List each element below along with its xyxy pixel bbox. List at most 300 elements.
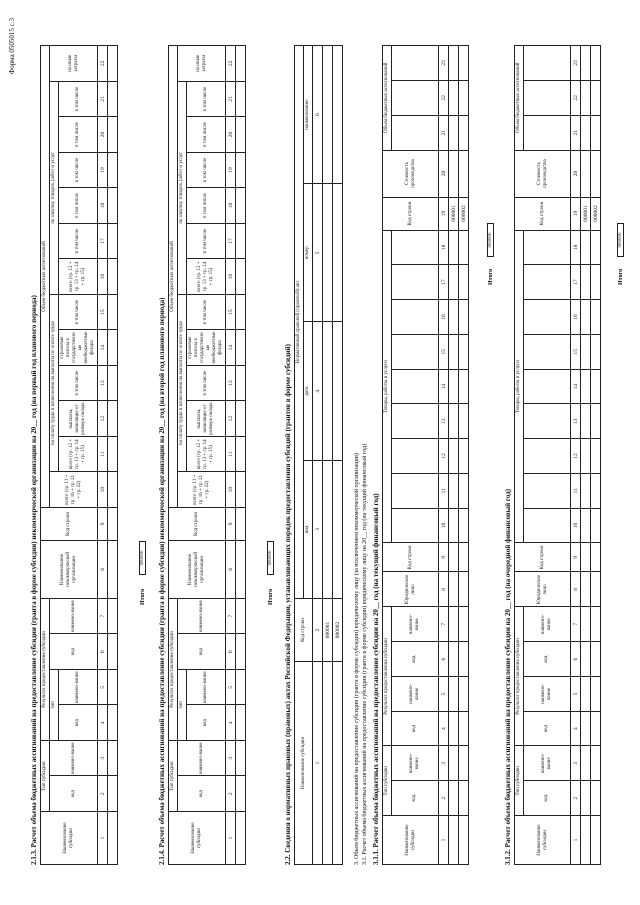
- table-cell: [459, 115, 469, 150]
- table-cell: [449, 300, 459, 335]
- table-cell: [333, 322, 343, 460]
- table-row: [449, 46, 459, 865]
- table-cell: [459, 46, 469, 81]
- table-cell: дата: [304, 322, 313, 460]
- table-cell: код: [178, 776, 226, 812]
- table-cell: Результат предоставления субсидии: [383, 607, 392, 746]
- table-cell: наимено-вание: [524, 746, 571, 781]
- table-cell: [581, 711, 591, 746]
- table-cell: [236, 776, 246, 812]
- table-cell: [392, 115, 439, 150]
- table-cell: 19: [226, 152, 236, 188]
- table-cell: [108, 152, 118, 188]
- table-cell: [459, 642, 469, 677]
- table-cell: [108, 705, 118, 741]
- table-cell: [323, 322, 333, 460]
- table-cell: [524, 334, 571, 369]
- table-cell: Наименование субсидии: [515, 816, 571, 865]
- table-cell: на закупку товаров, работ и услуг: [178, 81, 187, 294]
- table-cell: [449, 150, 459, 197]
- table-cell: 17: [439, 265, 449, 300]
- table-cell: 12: [98, 401, 108, 437]
- col-rt-name: наимено-вание: [59, 669, 98, 705]
- table-cell: [459, 607, 469, 642]
- col-total: всего (гр. 11 + гр. 16 + гр. 21 + гр. 22): [50, 472, 98, 508]
- table-cell: 9: [98, 507, 108, 540]
- table-cell: 17: [226, 223, 236, 259]
- table-cell: 21: [571, 115, 581, 150]
- table-cell: [236, 540, 246, 598]
- table-cell: [108, 365, 118, 401]
- table-cell: код: [524, 781, 571, 816]
- section-2-1-4-heading: 2.1.4. Расчет объема бюджетных ассигнований на предоставление субсидии (гранта в форме субсидии) некоммерческой организации на 20__ год (на второй год планового периода): [158, 297, 166, 865]
- total-code-2-1-4: 900000: [267, 541, 274, 575]
- table-cell: [108, 223, 118, 259]
- table-3-1-1: [382, 45, 469, 865]
- table-cell: 13: [226, 365, 236, 401]
- table-cell: 5: [439, 676, 449, 711]
- table-cell: [108, 507, 118, 540]
- table-cell: [108, 540, 118, 598]
- table-cell: в том числе: [187, 117, 226, 153]
- table-cell: [323, 184, 333, 322]
- col-labor-intv: в том числе: [59, 365, 98, 401]
- total-label-3-1-2: Итого: [618, 268, 624, 285]
- col-works-c: в том числе: [59, 152, 98, 188]
- table-cell: код: [392, 781, 439, 816]
- column-number-row: [571, 46, 581, 865]
- table-cell: [236, 705, 246, 741]
- table-cell: [581, 746, 591, 781]
- table-cell: 4: [226, 705, 236, 741]
- table-cell: 23: [439, 46, 449, 81]
- table-cell: [236, 188, 246, 224]
- table-cell: [392, 334, 439, 369]
- table-cell: [581, 676, 591, 711]
- table-cell: 000001: [323, 599, 333, 662]
- table-cell: 20: [226, 117, 236, 153]
- table-row: [236, 46, 246, 865]
- table-cell: на оплату труда и начисления на выплаты по оплате труда: [178, 294, 187, 472]
- table-cell: [581, 607, 591, 642]
- table-cell: Код строки: [515, 197, 571, 230]
- col-result-name: наимено-вание: [50, 598, 98, 634]
- table-cell: 18: [226, 188, 236, 224]
- table-cell: 16: [439, 300, 449, 335]
- table-cell: [591, 334, 601, 369]
- table-cell: [108, 669, 118, 705]
- table-cell: Наименование субсидии: [383, 816, 439, 865]
- table-cell: 22: [571, 80, 581, 115]
- table-cell: [591, 746, 601, 781]
- table-cell: 4: [98, 705, 108, 741]
- table-cell: 5: [313, 184, 323, 322]
- table-cell: [581, 150, 591, 197]
- table-cell: [459, 543, 469, 572]
- table-cell: [459, 334, 469, 369]
- table-cell: наимено-вание: [392, 607, 439, 642]
- table-cell: 3: [571, 746, 581, 781]
- table-cell: [236, 81, 246, 117]
- table-cell: наимено-вание: [524, 607, 571, 642]
- table-cell: Нормативный правовой (правовой) акт: [295, 46, 304, 599]
- table-cell: [591, 676, 601, 711]
- table-cell: Наименование некоммерческой организации: [169, 540, 226, 598]
- table-cell: 1: [226, 812, 236, 865]
- table-cell: [581, 781, 591, 816]
- table-cell: [108, 330, 118, 366]
- table-cell: [581, 334, 591, 369]
- table-cell: [108, 812, 118, 865]
- table-cell: 1: [98, 812, 108, 865]
- section-3-1-heading: 3.1. Расчет объема бюджетных ассигнований на предоставление субсидии (гранта в форме субсидии) юридическому лицу на 20__ год (на текущий финансовый год): [362, 443, 368, 865]
- table-cell: [449, 607, 459, 642]
- table-cell: [449, 369, 459, 404]
- table-row: [333, 46, 343, 865]
- table-2-2: [294, 45, 343, 865]
- table-cell: [108, 436, 118, 472]
- table-cell: код: [392, 711, 439, 746]
- table-cell: [333, 46, 343, 184]
- table-cell: [591, 508, 601, 543]
- table-cell: 16: [571, 300, 581, 335]
- table-cell: [591, 439, 601, 474]
- table-cell: [392, 265, 439, 300]
- table-cell: [591, 230, 601, 265]
- table-cell: 6: [571, 642, 581, 677]
- table-cell: [236, 152, 246, 188]
- table-cell: [392, 230, 439, 265]
- table-cell: 9: [439, 543, 449, 572]
- table-cell: 14: [98, 330, 108, 366]
- table-row: [459, 46, 469, 865]
- table-cell: Код строки: [169, 507, 226, 540]
- table-cell: [524, 46, 571, 81]
- table-cell: [108, 81, 118, 117]
- table-cell: 22: [98, 46, 108, 82]
- table-cell: 22: [226, 46, 236, 82]
- table-cell: [236, 436, 246, 472]
- table-cell: 8: [226, 540, 236, 598]
- col-result-code: код: [50, 634, 98, 670]
- col-subsidy-name: Наименование субсидии: [41, 812, 98, 865]
- column-number-row: [226, 46, 236, 865]
- table-cell: 16: [226, 259, 236, 295]
- table-cell: 000002: [333, 599, 343, 662]
- table-cell: Наименование субсидии: [295, 662, 313, 865]
- table-cell: [591, 404, 601, 439]
- table-cell: Юридическое лицо: [515, 572, 571, 607]
- table-cell: 14: [439, 369, 449, 404]
- table-cell: [323, 46, 333, 184]
- section-2-1-3-heading: 2.1.3. Расчет объема бюджетных ассигнований на предоставление субсидии (гранта в форме субсидии) некоммерческой организации на 20__ год (на первый год планового периода): [30, 295, 38, 865]
- table-cell: [581, 572, 591, 607]
- table-cell: код: [524, 711, 571, 746]
- table-cell: [449, 334, 459, 369]
- table-cell: [449, 80, 459, 115]
- table-cell: [581, 642, 591, 677]
- table-cell: 15: [571, 334, 581, 369]
- table-cell: [459, 473, 469, 508]
- table-cell: [392, 80, 439, 115]
- table-cell: [524, 369, 571, 404]
- table-cell: [108, 598, 118, 634]
- column-number-row: [98, 46, 108, 865]
- table-cell: [236, 294, 246, 330]
- table-cell: 13: [98, 365, 108, 401]
- table-cell: 6: [313, 46, 323, 184]
- table-cell: 1: [571, 816, 581, 865]
- table-cell: [236, 598, 246, 634]
- table-cell: [459, 746, 469, 781]
- table-cell: [108, 117, 118, 153]
- table-cell: [524, 439, 571, 474]
- total-code-3-1-2: 900000: [617, 223, 624, 257]
- table-cell: [591, 150, 601, 197]
- table-cell: [108, 634, 118, 670]
- table-cell: Товары, работы и услуги: [515, 230, 524, 543]
- table-cell: 9: [226, 507, 236, 540]
- col-result: Результат предоставления субсидии: [41, 598, 50, 740]
- table-cell: [591, 781, 601, 816]
- table-cell: [591, 46, 601, 81]
- table-cell: наимено-вание: [187, 669, 226, 705]
- table-cell: 3: [439, 746, 449, 781]
- table-cell: 10: [439, 508, 449, 543]
- table-cell: [449, 230, 459, 265]
- table-cell: 14: [226, 330, 236, 366]
- table-cell: [392, 404, 439, 439]
- col-works-b: в том числе: [59, 188, 98, 224]
- table-cell: [459, 369, 469, 404]
- col-type-code: код: [50, 776, 98, 812]
- table-cell: [236, 46, 246, 82]
- table-cell: [591, 711, 601, 746]
- table-cell: тип: [178, 669, 187, 740]
- table-cell: Товары, работы и услуги: [383, 230, 392, 543]
- table-cell: наимено-вание: [524, 676, 571, 711]
- table-cell: [108, 294, 118, 330]
- table-cell: [591, 369, 601, 404]
- table-cell: [581, 115, 591, 150]
- table-cell: 4: [439, 711, 449, 746]
- col-labor-other: в том числе: [59, 294, 98, 330]
- table-cell: [108, 46, 118, 82]
- table-cell: [524, 508, 571, 543]
- table-cell: [333, 662, 343, 865]
- table-cell: наимено-вание: [178, 740, 226, 776]
- table-2-1-4: [168, 45, 246, 865]
- col-works: на закупку товаров, работ и услуг: [50, 81, 59, 294]
- table-cell: Стоимость производства: [515, 150, 571, 197]
- table-cell: Объем бюджетных ассигнований: [383, 46, 392, 151]
- table-cell: [524, 300, 571, 335]
- table-cell: [392, 300, 439, 335]
- col-subsidy-type: Тип субсидии: [41, 740, 50, 811]
- total-label-2-1-4: Итого: [268, 588, 274, 605]
- table-cell: в том числе: [187, 294, 226, 330]
- table-cell: [581, 439, 591, 474]
- table-cell: 17: [571, 265, 581, 300]
- table-cell: [591, 607, 601, 642]
- table-cell: 11: [226, 436, 236, 472]
- table-cell: [591, 572, 601, 607]
- section-3-1-1-heading: 3.1.1. Расчет объема бюджетных ассигнований на предоставление субсидии на 20__ год (на текущий финансовый год): [372, 493, 380, 865]
- table-row: [591, 46, 601, 865]
- table-cell: 6: [98, 634, 108, 670]
- table-cell: [459, 150, 469, 197]
- table-cell: всего (гр. 12 + гр. 13 + гр. 14 + гр. 15): [187, 436, 226, 472]
- col-funds: Объем бюджетных ассигнований: [41, 46, 50, 508]
- table-cell: [459, 439, 469, 474]
- table-cell: 21: [226, 81, 236, 117]
- table-cell: 4: [313, 322, 323, 460]
- table-cell: страховые взносы в государственные внебюджетные фонды: [187, 330, 226, 366]
- table-cell: [581, 369, 591, 404]
- table-cell: [459, 230, 469, 265]
- form-number-label: Форма 0505015 с.3: [8, 18, 16, 75]
- table-cell: [459, 300, 469, 335]
- table-cell: [108, 259, 118, 295]
- total-code-3-1-1: 900000: [487, 223, 494, 257]
- table-cell: в том числе: [187, 223, 226, 259]
- table-cell: 6: [439, 642, 449, 677]
- table-2-1-3: [40, 45, 118, 865]
- table-cell: 6: [226, 634, 236, 670]
- table-cell: [581, 80, 591, 115]
- total-label-2-1-3: Итого: [140, 588, 146, 605]
- table-cell: 14: [571, 369, 581, 404]
- table-cell: 19: [571, 197, 581, 230]
- table-cell: 000002: [459, 197, 469, 230]
- table-cell: [524, 230, 571, 265]
- col-nko: Наименование некоммерческой организации: [41, 540, 98, 598]
- table-cell: код: [392, 642, 439, 677]
- table-cell: [591, 816, 601, 865]
- table-cell: в том числе: [187, 188, 226, 224]
- table-cell: 2: [439, 781, 449, 816]
- table-cell: 11: [98, 436, 108, 472]
- table-cell: [449, 642, 459, 677]
- table-cell: 8: [98, 540, 108, 598]
- col-row-code: Код строки: [41, 507, 98, 540]
- table-cell: [449, 543, 459, 572]
- table-cell: [591, 543, 601, 572]
- table-cell: 15: [226, 294, 236, 330]
- table-cell: Результат предоставления субсидии: [169, 598, 178, 740]
- table-cell: 2: [98, 776, 108, 812]
- table-cell: 12: [571, 439, 581, 474]
- table-cell: [459, 404, 469, 439]
- total-code-2-1-3: 900000: [139, 541, 146, 575]
- table-cell: [236, 472, 246, 508]
- table-cell: [392, 439, 439, 474]
- table-cell: 8: [571, 572, 581, 607]
- table-cell: 4: [571, 711, 581, 746]
- table-cell: [459, 676, 469, 711]
- table-cell: [449, 711, 459, 746]
- table-cell: 7: [439, 607, 449, 642]
- table-cell: [524, 265, 571, 300]
- table-cell: Стоимость производства: [383, 150, 439, 197]
- table-cell: 12: [226, 401, 236, 437]
- table-cell: Юридическое лицо: [383, 572, 439, 607]
- table-cell: [449, 816, 459, 865]
- table-cell: 18: [571, 230, 581, 265]
- table-cell: 1: [439, 816, 449, 865]
- col-labor-pay: выплаты, зависящие от размера оклада: [59, 401, 98, 437]
- table-cell: [236, 223, 246, 259]
- section-2-2-heading: 2.2. Сведения о нормативных правовых (правовых) актах Российской Федерации, устанавливающих порядок предоставления субсидий (грантов в форме субсидий): [284, 343, 292, 865]
- table-cell: 10: [98, 472, 108, 508]
- table-cell: код: [187, 705, 226, 741]
- table-cell: 19: [98, 152, 108, 188]
- table-cell: [108, 401, 118, 437]
- table-cell: 7: [98, 598, 108, 634]
- table-cell: 18: [98, 188, 108, 224]
- table-cell: 15: [98, 294, 108, 330]
- col-labor: на оплату труда и начисления на выплаты по оплате труда: [50, 294, 59, 472]
- table-cell: [459, 781, 469, 816]
- table-cell: [459, 265, 469, 300]
- table-cell: 3: [226, 740, 236, 776]
- table-cell: 8: [439, 572, 449, 607]
- table-cell: [581, 300, 591, 335]
- table-cell: [581, 230, 591, 265]
- table-cell: наимено-вание: [392, 746, 439, 781]
- table-cell: 000001: [581, 197, 591, 230]
- table-cell: Тип субсидии: [169, 740, 178, 811]
- table-cell: 17: [98, 223, 108, 259]
- table-cell: 11: [571, 473, 581, 508]
- table-cell: Код строки: [515, 543, 571, 572]
- table-cell: 3: [98, 740, 108, 776]
- table-cell: вид: [304, 460, 313, 598]
- table-cell: код: [178, 634, 226, 670]
- table-cell: [524, 115, 571, 150]
- table-cell: 2: [226, 776, 236, 812]
- table-cell: 15: [439, 334, 449, 369]
- table-cell: [236, 259, 246, 295]
- table-cell: [524, 404, 571, 439]
- table-cell: [591, 642, 601, 677]
- table-cell: [392, 473, 439, 508]
- table-cell: [459, 572, 469, 607]
- table-cell: 000001: [449, 197, 459, 230]
- table-cell: [108, 740, 118, 776]
- table-cell: [236, 669, 246, 705]
- table-cell: [108, 188, 118, 224]
- table-cell: [236, 401, 246, 437]
- table-cell: [449, 781, 459, 816]
- table-cell: всего (гр. 11 + гр. 16 + гр. 21 + гр. 22): [178, 472, 226, 508]
- col-works-total: всего (гр. 12 + гр. 13 + гр. 14 + гр. 15): [59, 259, 98, 295]
- table-cell: выплаты, зависящие от размера оклада: [187, 401, 226, 437]
- col-other: на иные затраты: [50, 46, 98, 82]
- table-cell: [449, 508, 459, 543]
- table-cell: номер: [304, 184, 313, 322]
- table-cell: [524, 80, 571, 115]
- total-label-3-1-1: Итого: [488, 268, 494, 285]
- table-3-1-2: [514, 45, 601, 865]
- table-cell: [591, 300, 601, 335]
- table-cell: 5: [98, 669, 108, 705]
- column-number-row: [313, 46, 323, 865]
- table-cell: наимено-вание: [392, 676, 439, 711]
- table-cell: Код строки: [383, 197, 439, 230]
- table-cell: [236, 507, 246, 540]
- table-cell: 23: [571, 46, 581, 81]
